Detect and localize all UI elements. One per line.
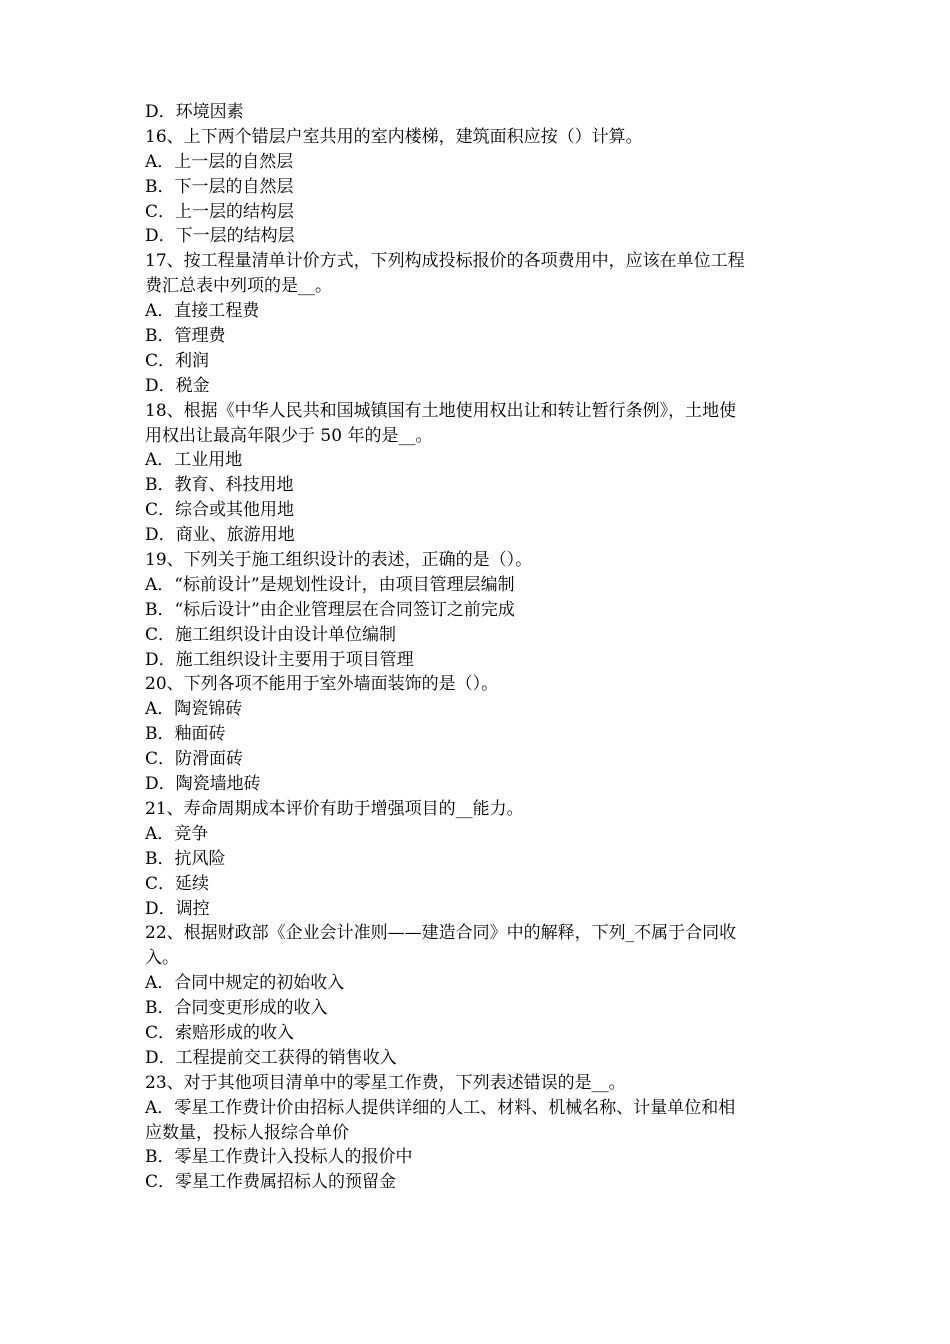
question-19-option-d: D．施工组织设计主要用于项目管理 <box>145 649 414 670</box>
question-20-option-d: D．陶瓷墙地砖 <box>145 774 261 795</box>
question-21-option-d: D．调控 <box>145 898 210 919</box>
question-17-stem-line-2: 费汇总表中列项的是__。 <box>145 276 332 297</box>
question-17-option-a: A．直接工程费 <box>145 301 260 322</box>
question-17-option-d: D．税金 <box>145 375 210 396</box>
question-18-stem-line-1: 18、根据《中华人民共和国城镇国有土地使用权出让和转让暂行条例》，土地使 <box>145 400 737 421</box>
question-20-stem: 20、下列各项不能用于室外墙面装饰的是（）。 <box>145 674 499 695</box>
question-22-stem-line-2: 入。 <box>145 948 179 969</box>
question-20-option-a: A．陶瓷锦砖 <box>145 699 243 720</box>
question-18-option-c: C．综合或其他用地 <box>145 500 295 521</box>
question-19-option-a: A．“标前设计”是规划性设计，由项目管理层编制 <box>145 574 515 595</box>
question-23-stem: 23、对于其他项目清单中的零星工作费，下列表述错误的是__。 <box>145 1072 626 1093</box>
question-21-option-b: B．抗风险 <box>145 848 226 869</box>
document-page <box>145 100 815 1195</box>
question-20-option-b: B．釉面砖 <box>145 724 226 745</box>
question-16-option-a: A．上一层的自然层 <box>145 151 294 172</box>
question-23-option-a-line-2: 应数量，投标人报综合单价 <box>145 1122 349 1143</box>
question-19-stem: 19、下列关于施工组织设计的表述，正确的是（）。 <box>145 550 533 571</box>
option-d-text: D．环境因素 <box>145 102 244 122</box>
question-22-option-c: C．索赔形成的收入 <box>145 1022 295 1043</box>
question-16-stem: 16、上下两个错层户室共用的室内楼梯，建筑面积应按（）计算。 <box>145 126 643 147</box>
question-23-option-b: B．零星工作费计入投标人的报价中 <box>145 1147 413 1168</box>
question-16-option-c: C．上一层的结构层 <box>145 201 295 222</box>
question-22-option-a: A．合同中规定的初始收入 <box>145 973 345 994</box>
question-22-option-d: D．工程提前交工获得的销售收入 <box>145 1047 397 1068</box>
question-21-option-c: C．延续 <box>145 873 210 894</box>
question-20-option-c: C．防滑面砖 <box>145 749 244 770</box>
question-23-option-c: C．零星工作费属招标人的预留金 <box>145 1172 397 1193</box>
question-21-stem: 21、寿命周期成本评价有助于增强项目的__能力。 <box>145 798 524 819</box>
question-16-option-d: D．下一层的结构层 <box>145 226 295 247</box>
question-18-option-d: D．商业、旅游用地 <box>145 525 295 546</box>
question-19-option-c: C．施工组织设计由设计单位编制 <box>145 624 397 645</box>
question-18-option-a: A．工业用地 <box>145 450 243 471</box>
question-21-option-a: A．竞争 <box>145 823 209 844</box>
question-17-option-b: B．管理费 <box>145 326 226 347</box>
question-22-stem-line-1: 22、根据财政部《企业会计准则——建造合同》中的解释，下列_不属于合同收 <box>145 923 737 944</box>
question-17-option-c: C．利润 <box>145 350 210 371</box>
question-18-option-b: B．教育、科技用地 <box>145 475 294 496</box>
question-17-stem-line-1: 17、按工程量清单计价方式，下列构成投标报价的各项费用中，应该在单位工程 <box>145 251 745 272</box>
question-16-option-b: B．下一层的自然层 <box>145 176 294 197</box>
question-22-option-b: B．合同变更形成的收入 <box>145 998 328 1019</box>
question-23-option-a-line-1: A．零星工作费计价由招标人提供详细的人工、材料、机械名称、计量单位和相 <box>145 1097 736 1118</box>
question-19-option-b: B．“标后设计”由企业管理层在合同签订之前完成 <box>145 599 515 620</box>
question-18-stem-line-2: 用权出让最高年限少于 50 年的是__。 <box>145 425 433 446</box>
